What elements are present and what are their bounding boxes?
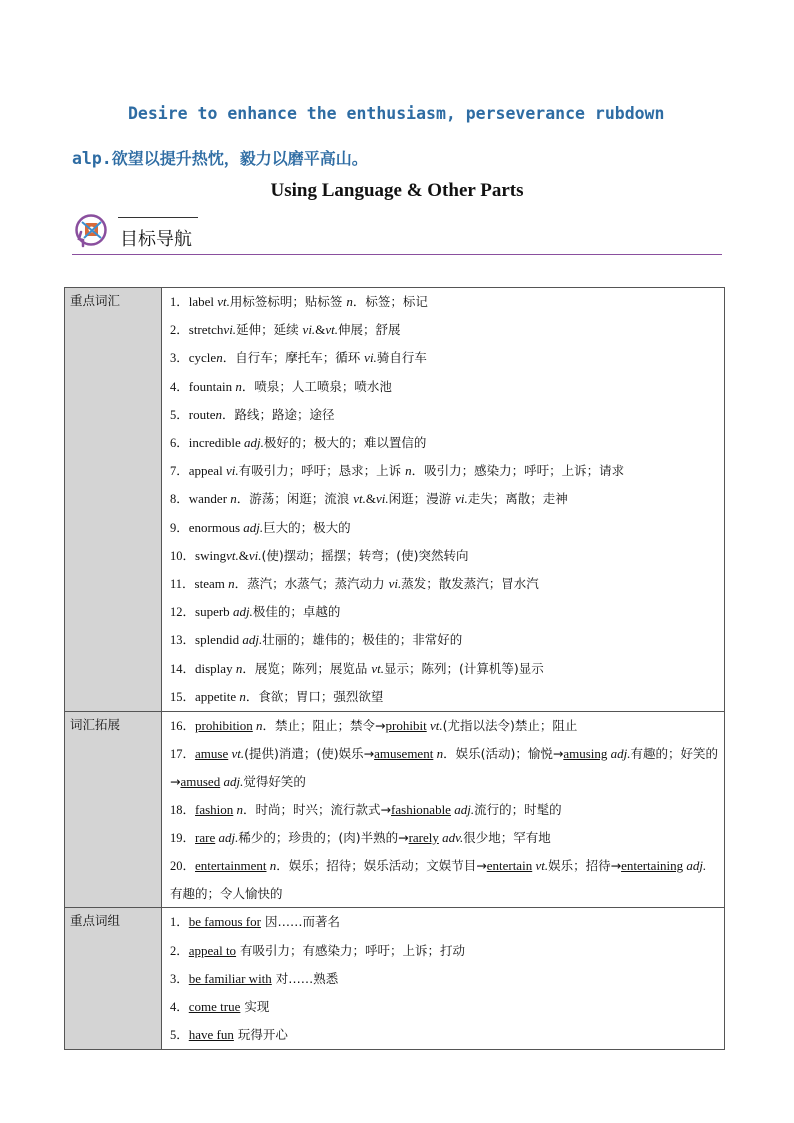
term: amusing [563, 746, 608, 762]
item-number: 3． [170, 351, 189, 366]
term: splendid [195, 632, 240, 648]
vocabulary-table [64, 287, 725, 1050]
term: prohibit [385, 718, 427, 734]
list-item [170, 965, 718, 993]
table-row [65, 712, 725, 908]
term: & [365, 491, 377, 507]
definition: 极好的；极大的；难以置信的 [263, 435, 427, 451]
definition: ．展览；陈列；展览品 [242, 660, 372, 676]
term: be famous for [188, 914, 261, 930]
section-header [72, 212, 722, 255]
category-cell: 重点词组 [65, 908, 162, 1050]
part-of-speech: vi. [364, 350, 377, 366]
motto-line-2-en: alp. [72, 149, 112, 168]
list-item [170, 542, 718, 570]
table-row [65, 908, 725, 1050]
part-of-speech: vt. [426, 718, 443, 734]
definition: (使)摆动；摇摆；转弯；(使)突然转向 [261, 547, 469, 563]
term: & [315, 322, 326, 338]
term: route [188, 406, 216, 422]
definition: (尤指以法令)禁止；阻止 [442, 718, 578, 734]
definition: 延伸；延续 [236, 322, 303, 338]
part-of-speech: vt. [226, 547, 239, 563]
definition: ．自行车；摩托车；循环 [222, 350, 365, 366]
part-of-speech: vt. [532, 858, 549, 874]
definition: 骑自行车 [376, 350, 427, 366]
part-of-speech: vi. [302, 322, 316, 338]
part-of-speech: adj. [239, 632, 263, 648]
motto-line-2 [72, 146, 724, 169]
definition: 稀少的；珍贵的；(肉)半熟的→ [238, 829, 409, 845]
list-item [170, 288, 718, 316]
definition: 有趣的；令人愉快的 [170, 886, 283, 902]
term: display [195, 660, 233, 676]
definition: 极佳的；卓越的 [252, 604, 341, 620]
part-of-speech: adj. [240, 435, 264, 451]
part-of-speech: n [236, 688, 246, 704]
list-item [170, 655, 718, 683]
items-cell [162, 712, 725, 908]
item-number: 4． [170, 379, 189, 394]
definition: ．标签；标记 [352, 294, 428, 309]
list-item [170, 908, 718, 936]
list-item [170, 712, 718, 740]
part-of-speech: vi. [455, 491, 468, 507]
term: amuse [195, 746, 229, 762]
list-item [170, 993, 718, 1021]
term: label [188, 294, 215, 309]
part-of-speech: n [233, 801, 244, 817]
definition: 壮丽的；雄伟的；极佳的；非常好的 [262, 632, 463, 648]
part-of-speech: adj. [240, 519, 264, 535]
list-item [170, 796, 718, 824]
definition: ．娱乐；招待；娱乐活动；文娱节目→ [276, 858, 487, 874]
term: appeal [188, 463, 223, 479]
term: rarely [408, 829, 439, 845]
definition: 伸展；舒展 [337, 322, 401, 338]
definition: ．蒸汽；水蒸气；蒸汽动力 [234, 576, 389, 592]
term: enormous [188, 519, 241, 535]
term: & [238, 547, 249, 563]
items-cell [162, 908, 725, 1050]
item-number: 18． [170, 802, 196, 817]
table-row [65, 288, 725, 712]
part-of-speech: n [405, 463, 412, 479]
list-item [170, 514, 718, 542]
item-number: 16． [170, 719, 196, 734]
definition: 蒸发；散发蒸汽；冒水汽 [401, 576, 539, 592]
category-cell: 重点词汇 [65, 288, 162, 712]
term: amusement [374, 746, 434, 762]
part-of-speech: n [215, 406, 222, 422]
list-item [170, 373, 718, 401]
item-number: 5． [170, 1028, 189, 1043]
item-number: 4． [170, 1000, 189, 1015]
definition: ．时尚；时兴；流行款式→ [243, 801, 392, 817]
term: steam [194, 576, 225, 592]
definition: 娱乐；招待→ [548, 858, 622, 874]
list-item [170, 852, 718, 907]
list-item [170, 740, 718, 795]
part-of-speech: n [252, 718, 263, 734]
list-item [170, 344, 718, 372]
part-of-speech: n [232, 660, 243, 676]
part-of-speech: n [227, 491, 237, 507]
item-number: 12． [170, 605, 196, 620]
term: be familiar with [188, 970, 272, 986]
part-of-speech: vi. [223, 322, 237, 338]
part-of-speech: n [216, 350, 223, 366]
term: entertainment [195, 858, 267, 874]
part-of-speech: vt. [353, 491, 366, 507]
item-number: 2． [170, 943, 189, 958]
list-item [170, 1021, 718, 1049]
definition: ．喷泉；人工喷泉；喷水池 [241, 378, 392, 394]
definition: (提供)消遣；(使)娱乐→ [244, 746, 375, 762]
term: amused [180, 774, 221, 790]
item-number: 6． [170, 436, 189, 451]
term: fountain [188, 378, 233, 394]
term: entertaining [621, 858, 684, 874]
part-of-speech: vi. [248, 547, 262, 563]
section-title: 目标导航 [120, 229, 192, 250]
part-of-speech: n [266, 858, 277, 874]
item-number: 1． [170, 915, 189, 930]
part-of-speech: n [433, 746, 444, 762]
item-number: 11． [170, 577, 195, 592]
definition: ．游荡；闲逛；流浪 [236, 491, 354, 507]
list-item [170, 316, 718, 344]
definition: 显示；陈列；(计算机等)显示 [383, 660, 544, 676]
definition: ．路线；路途；途径 [221, 406, 335, 422]
definition: ．吸引力；感染力；呼吁；上诉；请求 [411, 463, 625, 479]
definition: 巨大的；极大的 [263, 519, 351, 535]
item-number: 10． [170, 548, 196, 563]
term: have fun [188, 1027, 234, 1043]
definition: 有吸引力；有感染力；呼吁；上诉；打动 [236, 942, 466, 958]
item-number: 3． [170, 971, 189, 986]
term: fashion [195, 801, 234, 817]
list-item [170, 626, 718, 654]
part-of-speech: adj. [607, 746, 631, 762]
definition: 玩得开心 [233, 1027, 288, 1043]
list-item [170, 485, 718, 513]
definition: ．娱乐(活动)；愉悦→ [443, 746, 564, 762]
term: appeal to [188, 942, 237, 958]
term: entertain [486, 858, 533, 874]
definition: 实现 [240, 999, 270, 1015]
item-number: 20． [170, 859, 196, 874]
item-number: 15． [170, 689, 196, 704]
term: incredible [188, 435, 241, 451]
term: wander [188, 491, 228, 507]
part-of-speech: vi. [388, 576, 402, 592]
term: come true [188, 999, 241, 1015]
definition: ．禁止；阻止；禁令→ [262, 718, 386, 734]
part-of-speech: n [224, 576, 235, 592]
part-of-speech: n [346, 294, 353, 309]
part-of-speech: n [232, 378, 242, 394]
list-item [170, 683, 718, 711]
motto-line-2-cn: 欲望以提升热忱，毅力以磨平高山。 [111, 149, 368, 168]
definition: ．食欲；胃口；强烈欲望 [245, 688, 384, 704]
item-number: 13． [170, 633, 196, 648]
definition: 觉得好笑的 [243, 774, 306, 790]
item-number: 2． [170, 323, 189, 338]
term: swing [195, 547, 227, 563]
brain-gear-icon [74, 214, 108, 250]
page-title: Using Language & Other Parts [270, 180, 524, 201]
motto-line-1: Desire to enhance the enthusiasm, perseverance rubdown [128, 104, 665, 123]
part-of-speech: vt. [228, 746, 245, 762]
list-item [170, 598, 718, 626]
definition: 有吸引力；呼吁；恳求；上诉 [238, 463, 406, 479]
list-item [170, 401, 718, 429]
part-of-speech: adj. [450, 801, 475, 817]
term: superb [195, 604, 230, 620]
part-of-speech: adj. [220, 774, 244, 790]
definition: 用标签标明；贴标签 [229, 294, 347, 309]
definition: 对……熟悉 [271, 970, 339, 986]
definition: 很少地；罕有地 [463, 829, 551, 845]
term: fashionable [391, 801, 451, 817]
term: appetite [195, 688, 237, 704]
items-cell [162, 288, 725, 712]
item-number: 1． [170, 295, 189, 309]
term: cycle [188, 350, 217, 366]
part-of-speech: adj. [215, 829, 239, 845]
part-of-speech: vi. [376, 491, 389, 507]
part-of-speech: vt. [325, 322, 338, 338]
part-of-speech: adv. [438, 829, 464, 845]
definition: 因……而著名 [260, 914, 340, 930]
list-item [170, 457, 718, 485]
part-of-speech: vt. [214, 294, 230, 309]
term: prohibition [195, 718, 253, 734]
header-accent-line [118, 217, 198, 218]
category-cell: 词汇拓展 [65, 712, 162, 908]
term: rare [195, 829, 216, 845]
term: stretch [188, 322, 224, 338]
item-number: 17． [170, 747, 196, 762]
definition: 闲逛；漫游 [388, 491, 456, 507]
list-item [170, 824, 718, 852]
part-of-speech: vi. [222, 463, 239, 479]
item-number: 5． [170, 407, 189, 422]
definition: 有趣的；好笑的→ [170, 746, 719, 790]
list-item [170, 570, 718, 598]
list-item [170, 937, 718, 965]
part-of-speech: vt. [371, 660, 384, 676]
item-number: 9． [170, 520, 189, 535]
item-number: 14． [170, 661, 196, 676]
item-number: 19． [170, 830, 196, 845]
part-of-speech: adj. [683, 858, 707, 874]
part-of-speech: adj. [229, 604, 253, 620]
list-item [170, 429, 718, 457]
definition: 流行的；时髦的 [474, 801, 562, 817]
item-number: 7． [170, 464, 189, 479]
definition: 走失；离散；走神 [467, 491, 568, 507]
item-number: 8． [170, 492, 189, 507]
